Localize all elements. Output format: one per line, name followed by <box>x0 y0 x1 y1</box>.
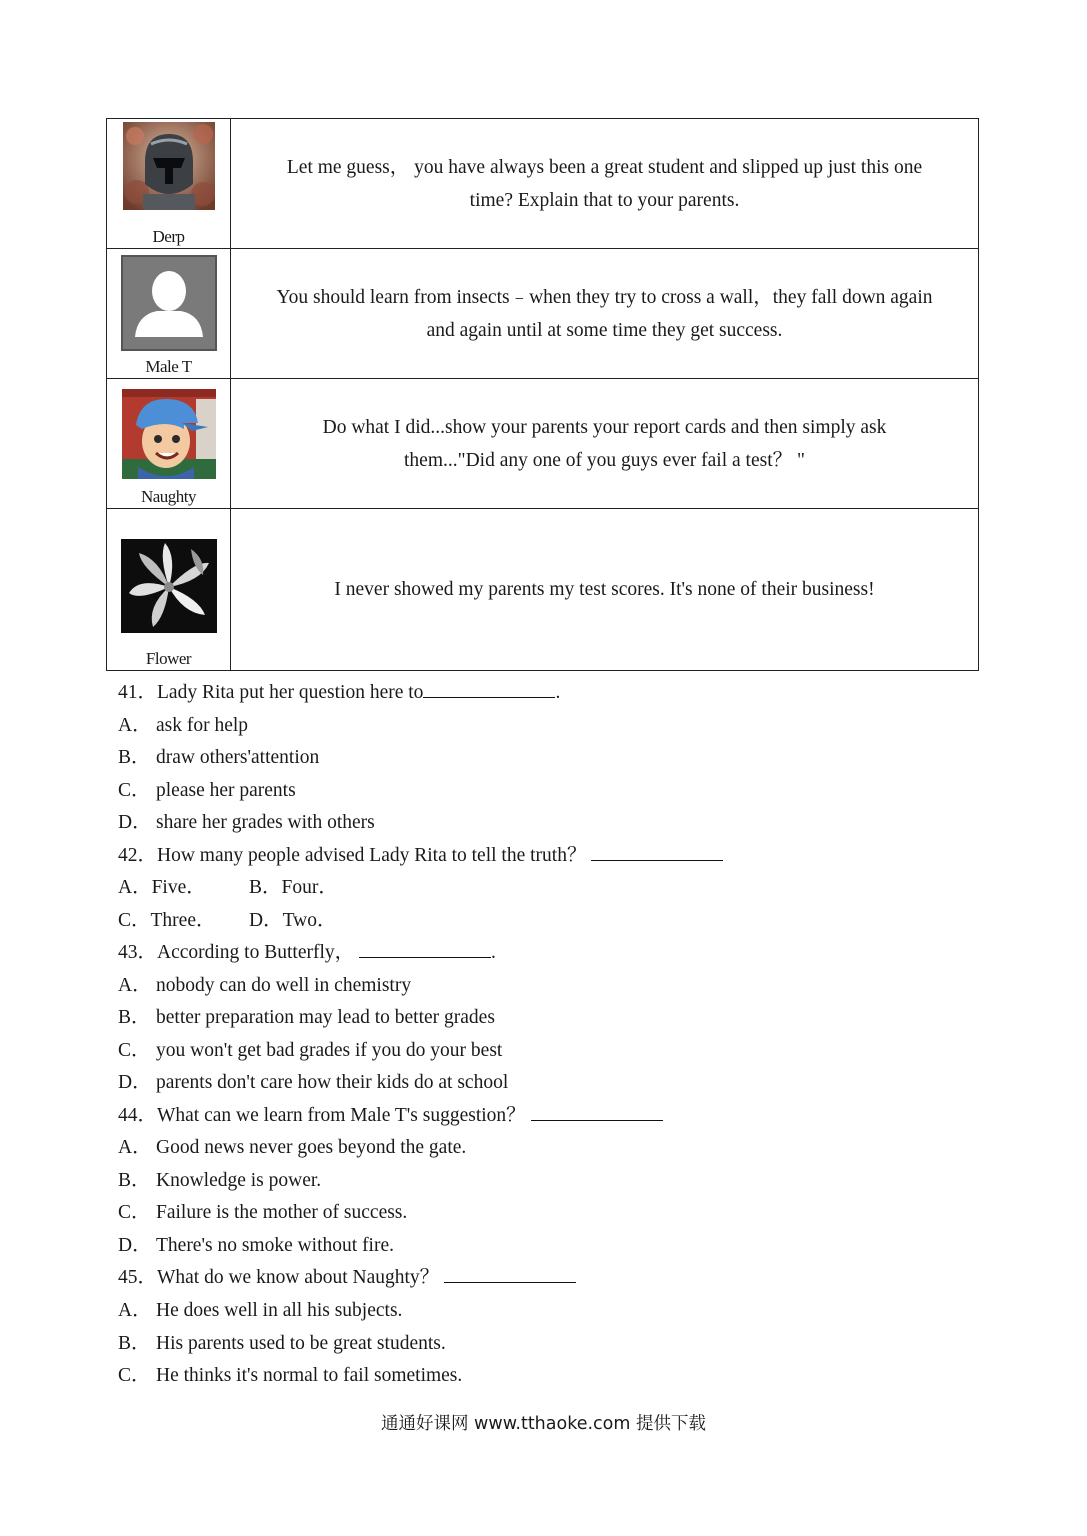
answer-blank <box>423 679 555 698</box>
question-44: 44．What can we learn from Male T's suggestion？ <box>118 1099 663 1127</box>
reply-text: Let me guess， you have always been a great student and slipped up just this one time? Explain that to your parents. <box>231 119 979 249</box>
avatar-cell <box>107 379 231 509</box>
option: C． He thinks it's normal to fail sometimes. <box>118 1365 463 1386</box>
cartoon-boy-avatar-icon <box>122 389 216 479</box>
forum-row-naughty <box>107 379 979 509</box>
avatar-cell <box>107 119 231 249</box>
avatar-name: Naughty <box>140 487 197 506</box>
option: B． better preparation may lead to better grades <box>118 1007 495 1028</box>
forum-row-flower <box>107 509 979 671</box>
question-45: 45．What do we know about Naughty？ <box>118 1261 576 1289</box>
option-row: A．Five． B．Four． <box>118 877 338 898</box>
reply-text: You should learn from insects﹣when they try to cross a wall，they fall down again and again until at some time they get success. <box>231 249 979 379</box>
answer-blank <box>444 1264 576 1283</box>
avatar-name: Male T <box>145 357 192 376</box>
answer-blank <box>531 1102 663 1121</box>
option: B． His parents used to be great students. <box>118 1333 446 1354</box>
forum-replies-table <box>106 118 979 671</box>
option: D． share her grades with others <box>118 812 375 833</box>
option: B． Knowledge is power. <box>118 1170 322 1191</box>
helmet-avatar-icon <box>123 122 215 210</box>
option: C． please her parents <box>118 780 296 801</box>
option: C． you won't get bad grades if you do your best <box>118 1040 503 1061</box>
option: C． Failure is the mother of success. <box>118 1202 408 1223</box>
avatar-cell <box>107 509 231 671</box>
option: A． He does well in all his subjects. <box>118 1300 403 1321</box>
question-43: 43．According to Butterfly， . <box>118 936 496 964</box>
forum-row-male-t <box>107 249 979 379</box>
answer-blank <box>359 939 491 958</box>
question-41: 41．Lady Rita put her question here to . <box>118 676 560 704</box>
option: A． nobody can do well in chemistry <box>118 975 412 996</box>
avatar-name: Derp <box>152 227 185 246</box>
option: B． draw others'attention <box>118 747 320 768</box>
avatar-name: Flower <box>145 649 192 668</box>
lily-flower-avatar-icon <box>121 539 217 633</box>
default-user-avatar-icon <box>121 255 217 351</box>
forum-row-derp <box>107 119 979 249</box>
reply-text: Do what I did...show your parents your report cards and then simply ask them..."Did any one of you guys ever fail a test？ " <box>231 379 979 509</box>
footer-text: 通通好课网 www.tthaoke.com 提供下载 <box>381 1414 706 1434</box>
avatar-cell <box>107 249 231 379</box>
option: D． parents don't care how their kids do at school <box>118 1072 509 1093</box>
answer-blank <box>591 842 723 861</box>
option-row: C．Three． D．Two． <box>118 910 337 931</box>
option: A． Good news never goes beyond the gate. <box>118 1137 467 1158</box>
option: A． ask for help <box>118 715 249 736</box>
question-42: 42．How many people advised Lady Rita to tell the truth？ <box>118 839 723 867</box>
option: D． There's no smoke without fire. <box>118 1235 394 1256</box>
reply-text: I never showed my parents my test scores. It's none of their business! <box>231 509 979 671</box>
